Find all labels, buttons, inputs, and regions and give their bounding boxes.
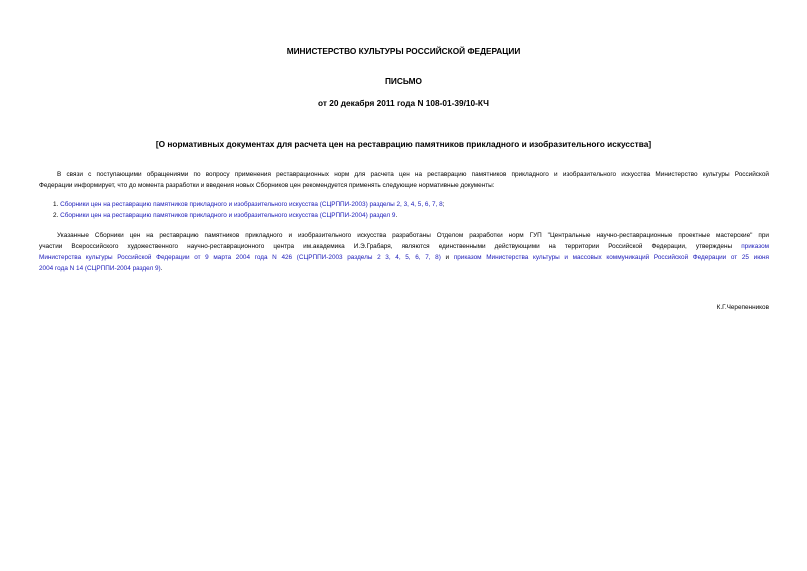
list-item-tail: ; xyxy=(442,201,445,208)
para2-line-1: Указанные Сборники цен на реставрацию памятников прикладного и изобразительного искусства разработаны Отделом разработки норм ГУП "Центральные научно-реставрационные проектные мастерские" при xyxy=(57,232,769,239)
para2-line-4 xyxy=(39,263,162,274)
list-item xyxy=(53,199,444,210)
order-link-426-start[interactable]: приказом xyxy=(741,243,770,250)
para2-line-2 xyxy=(39,241,769,252)
document-subject: [О нормативных документах для расчета цен на реставрацию памятников прикладного и изобразительного искусства] xyxy=(155,139,652,149)
para2-line-3 xyxy=(39,252,769,263)
document-date-number: от 20 декабря 2011 года N 108-01-39/10-КЧ xyxy=(318,98,489,108)
list-item xyxy=(53,210,397,221)
para2-line-2-text: участии Всероссийского художественного научно-реставрационного центра им.академика И.Э.Грабаря, являются единственными действующими на территории Российской Федерации, утверждены xyxy=(39,243,733,250)
intro-line-1: В связи с поступающими обращениями по вопросу применения реставрационных норм для расчета цен на реставрацию памятников прикладного и изобразительного искусства Министерство культуры Российской xyxy=(57,171,769,178)
list-item-link-sc-2003[interactable]: Сборники цен на реставрацию памятников прикладного и изобразительного искусства (СЦРППИ-2003) разделы 2, 3, 4, 5, 6, 7, 8 xyxy=(60,201,443,208)
order-link-14[interactable]: 2004 года N 14 (СЦРППИ-2004 раздел 9) xyxy=(39,265,161,272)
signature: К.Г.Черепенников xyxy=(716,304,769,311)
order-link-14-start[interactable]: приказом Министерства культуры и массовых коммуникаций Российской Федерации от 25 июня xyxy=(453,254,769,261)
para2-line-3-mid: и xyxy=(440,254,454,261)
list-item-link-sc-2004[interactable]: Сборники цен на реставрацию памятников прикладного и изобразительного искусства (СЦРППИ-2004) раздел 9 xyxy=(60,212,396,219)
order-link-426[interactable]: Министерства культуры Российской Федерации от 9 марта 2004 года N 426 (СЦРППИ-2003 разделы 2 3, 4, 5, 6, 7, 8) xyxy=(39,254,441,261)
document-type: ПИСЬМО xyxy=(384,76,423,86)
list-item-tail: . xyxy=(395,212,398,219)
list-item-number: 2. xyxy=(53,212,59,219)
ministry-title: МИНИСТЕРСТВО КУЛЬТУРЫ РОССИЙСКОЙ ФЕДЕРАЦИИ xyxy=(286,46,521,56)
intro-line-2: Федерации информирует, что до момента разработки и введения новых Сборников цен рекомендуется применять следующие нормативные документы: xyxy=(39,182,495,189)
para2-line-4-tail: . xyxy=(160,265,163,272)
list-item-number: 1. xyxy=(53,201,59,208)
